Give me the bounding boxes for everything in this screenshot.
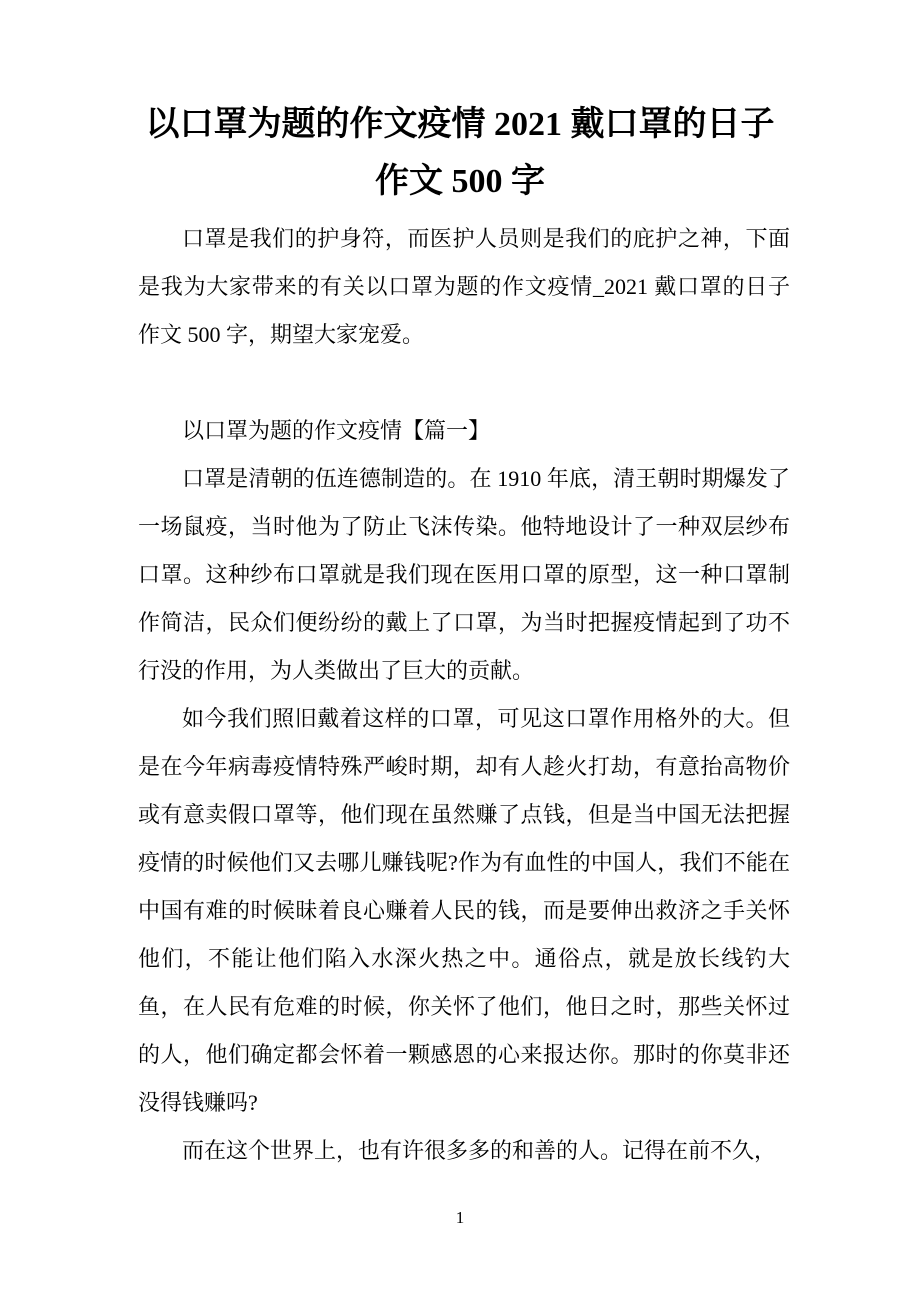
paragraph-intro: 口罩是我们的护身符，而医护人员则是我们的庇护之神，下面是我为大家带来的有关以口罩为题的作文疫情_2021 戴口罩的日子作文 500 字，期望大家宠爱。 <box>138 226 790 347</box>
paragraph-mask-today: 如今我们照旧戴着这样的口罩，可见这口罩作用格外的大。但是在今年病毒疫情特殊严峻时期，却有人趁火打劫，有意抬高物价或有意卖假口罩等，他们现在虽然赚了点钱，但是当中国无法把握疫情的时候他们又去哪儿赚钱呢?作为有血性的中国人，我们不能在中国有难的时候昧着良心赚着人民的钱，而是要伸出救济之手关怀他们，不能让他们陷入水深火热之中。通俗点，就是放长线钓大鱼，在人民有危难的时候，你关怀了他们，他日之时，那些关怀过的人，他们确定都会怀着一颗感恩的心来报达你。那时的你莫非还没得钱赚吗? <box>138 706 790 1115</box>
paragraph-kind-people: 而在这个世界上，也有许很多多的和善的人。记得在前不久， <box>182 1138 777 1163</box>
paragraph-mask-history: 口罩是清朝的伍连德制造的。在 1910 年底，清王朝时期爆发了一场鼠疫，当时他为了防止飞沫传染。他特地设计了一种双层纱布口罩。这种纱布口罩就是我们现在医用口罩的原型，这一种口罩制作简洁，民众们便纷纷的戴上了口罩，为当时把握疫情起到了功不行没的作用，为人类做出了巨大的贡献。 <box>138 466 790 683</box>
page-footer <box>0 1208 920 1228</box>
document-title <box>0 0 920 210</box>
title-line-1: 以口罩为题的作文疫情 2021 戴口罩的日子 <box>145 106 775 143</box>
document-body <box>0 210 920 1175</box>
page-number: 1 <box>455 1208 465 1227</box>
section-heading-part-one: 以口罩为题的作文疫情【篇一】 <box>182 418 491 443</box>
title-line-2: 作文 500 字 <box>375 163 545 200</box>
